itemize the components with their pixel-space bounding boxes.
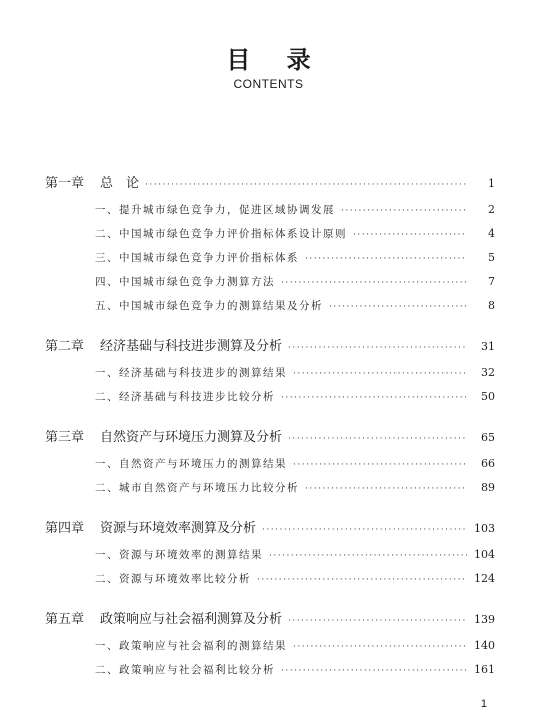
section-title: 一、经济基础与科技进步的测算结果	[95, 367, 287, 379]
section-entry[interactable]	[45, 270, 495, 294]
chapter-title: 自然资产与环境压力测算及分析	[100, 430, 283, 445]
leader-dots	[305, 247, 467, 271]
chapter-3	[45, 426, 495, 500]
table-of-contents	[45, 172, 495, 699]
section-page: 66	[481, 457, 495, 470]
leader-dots	[293, 362, 467, 386]
section-title: 四、中国城市绿色竞争力测算方法	[95, 276, 275, 288]
section-title: 二、经济基础与科技进步比较分析	[95, 391, 275, 403]
leader-dots	[353, 223, 467, 247]
leader-dots	[281, 386, 467, 410]
section-page: 104	[474, 548, 495, 561]
section-title: 一、自然资产与环境压力的测算结果	[95, 458, 287, 470]
section-entry[interactable]	[45, 361, 495, 385]
leader-dots	[269, 544, 467, 568]
chapter-entry[interactable]	[45, 608, 495, 632]
section-entry[interactable]	[45, 476, 495, 500]
leader-dots	[281, 659, 467, 683]
chapter-page: 1	[488, 177, 495, 190]
section-entry[interactable]	[45, 294, 495, 318]
chapter-entry[interactable]	[45, 335, 495, 359]
page-title: 目 录	[226, 45, 325, 74]
section-entry[interactable]	[45, 385, 495, 409]
section-title: 二、城市自然资产与环境压力比较分析	[95, 482, 299, 494]
section-entry[interactable]	[45, 634, 495, 658]
section-page: 89	[481, 481, 495, 494]
section-page: 7	[488, 275, 495, 288]
chapter-page: 31	[481, 340, 495, 353]
chapter-entry[interactable]	[45, 172, 495, 196]
section-entry[interactable]	[45, 543, 495, 567]
chapter-1	[45, 172, 495, 318]
section-entry[interactable]	[45, 658, 495, 682]
chapter-entry[interactable]	[45, 517, 495, 541]
section-title: 一、提升城市绿色竞争力，促进区域协调发展	[95, 204, 335, 216]
toc-header	[0, 40, 537, 91]
section-entry[interactable]	[45, 246, 495, 270]
section-title: 二、中国城市绿色竞争力评价指标体系设计原则	[95, 228, 347, 240]
chapter-page: 65	[481, 431, 495, 444]
section-page: 8	[488, 299, 495, 312]
section-page: 50	[481, 390, 495, 403]
section-title: 五、中国城市绿色竞争力的测算结果及分析	[95, 300, 323, 312]
section-title: 二、政策响应与社会福利比较分析	[95, 664, 275, 676]
chapter-entry[interactable]	[45, 426, 495, 450]
chapter-title: 资源与环境效率测算及分析	[100, 521, 257, 536]
section-page: 140	[474, 639, 495, 652]
chapter-title: 经济基础与科技进步测算及分析	[100, 339, 283, 354]
section-page: 2	[488, 203, 495, 216]
leader-dots	[293, 635, 467, 659]
section-page: 161	[474, 663, 495, 676]
chapter-5	[45, 608, 495, 682]
chapter-title: 政策响应与社会福利测算及分析	[100, 612, 283, 627]
section-title: 二、资源与环境效率比较分析	[95, 573, 251, 585]
chapter-label: 第三章	[45, 430, 85, 445]
section-page: 124	[474, 572, 495, 585]
section-entry[interactable]	[45, 198, 495, 222]
section-title: 三、中国城市绿色竞争力评价指标体系	[95, 252, 299, 264]
leader-dots	[293, 453, 467, 477]
leader-dots	[262, 518, 467, 542]
chapter-label: 第四章	[45, 521, 85, 536]
section-entry[interactable]	[45, 567, 495, 591]
section-page: 4	[488, 227, 495, 240]
page-subtitle: CONTENTS	[233, 77, 304, 91]
leader-dots	[305, 477, 467, 501]
leader-dots	[288, 427, 467, 451]
section-title: 一、政策响应与社会福利的测算结果	[95, 640, 287, 652]
chapter-page: 103	[474, 522, 495, 535]
section-page: 5	[488, 251, 495, 264]
leader-dots	[341, 199, 467, 223]
chapter-label: 第五章	[45, 612, 85, 627]
chapter-2	[45, 335, 495, 409]
footer-page-number: 1	[480, 698, 487, 710]
section-entry[interactable]	[45, 452, 495, 476]
section-entry[interactable]	[45, 222, 495, 246]
chapter-page: 139	[474, 613, 495, 626]
chapter-label: 第二章	[45, 339, 85, 354]
section-page: 32	[481, 366, 495, 379]
leader-dots	[288, 336, 467, 360]
leader-dots	[281, 271, 467, 295]
leader-dots	[329, 295, 467, 319]
chapter-title: 总 论	[100, 176, 140, 191]
chapter-label: 第一章	[45, 176, 85, 191]
leader-dots	[288, 609, 467, 633]
chapter-4	[45, 517, 495, 591]
section-title: 一、资源与环境效率的测算结果	[95, 549, 263, 561]
leader-dots	[145, 173, 467, 197]
leader-dots	[257, 568, 467, 592]
